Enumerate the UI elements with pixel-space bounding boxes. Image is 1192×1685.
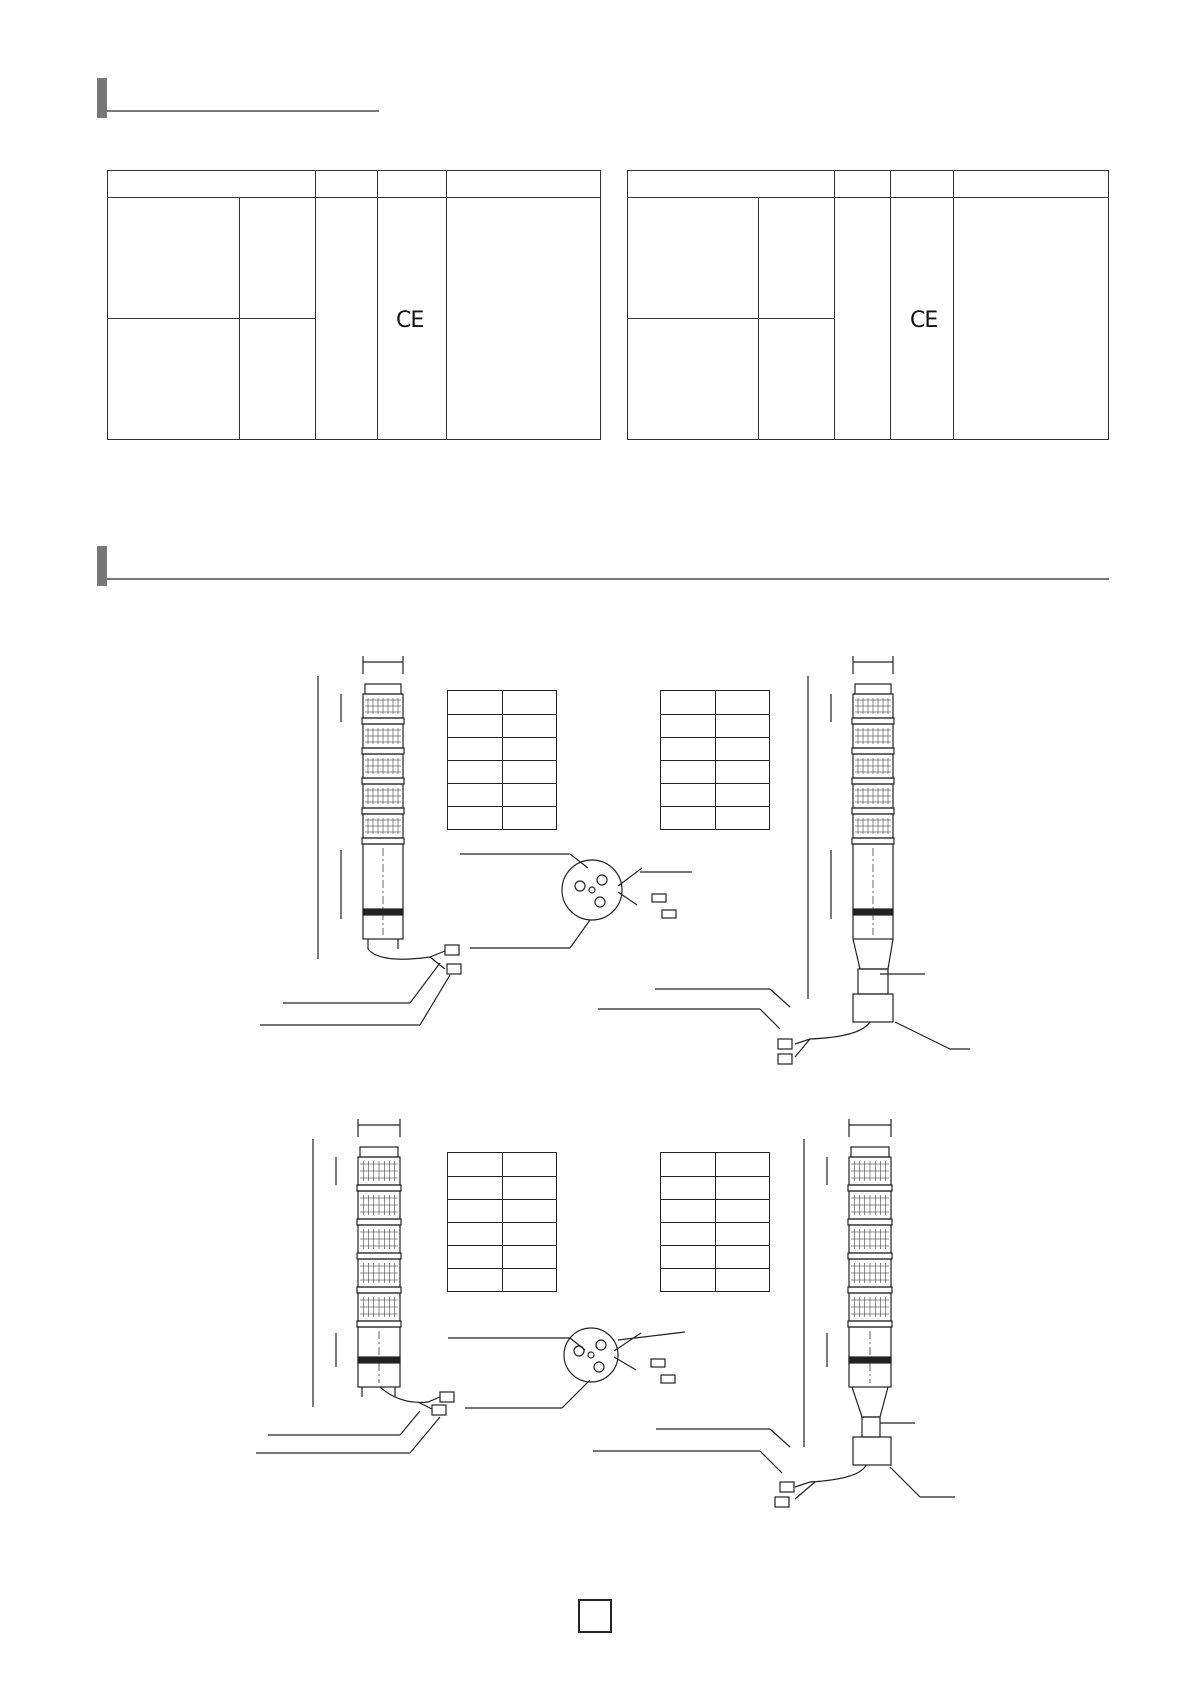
cable xyxy=(795,1022,870,1044)
mount-nut xyxy=(853,1437,891,1465)
lamp-cap xyxy=(851,1147,889,1157)
page-number-box xyxy=(578,1599,612,1633)
segment-ring xyxy=(362,778,404,784)
segment-ring xyxy=(357,1185,401,1191)
leader-line xyxy=(760,1009,780,1029)
connector-face xyxy=(562,860,622,920)
segment-ring xyxy=(357,1219,401,1225)
connector-plug xyxy=(778,1054,792,1064)
leader-line xyxy=(562,1380,590,1408)
mount-nut xyxy=(853,994,893,1022)
connector-plug xyxy=(652,894,666,902)
connector-plug xyxy=(780,1482,794,1492)
segment-ring xyxy=(357,1253,401,1259)
leader-line xyxy=(890,1467,920,1497)
connector-pin xyxy=(596,1340,606,1350)
segment-ring xyxy=(852,718,894,724)
segment-ring xyxy=(362,808,404,814)
segment-ring xyxy=(357,1287,401,1293)
connector-plug xyxy=(778,1039,792,1049)
leader-line xyxy=(410,963,440,1003)
cable xyxy=(618,868,642,886)
lamp-cap xyxy=(360,1147,398,1157)
leader-line xyxy=(410,1417,440,1453)
connector-face xyxy=(564,1328,618,1382)
cable xyxy=(368,949,445,959)
segment-ring xyxy=(848,1287,892,1293)
leader-line xyxy=(570,1338,585,1350)
ce-mark: CE xyxy=(910,308,938,333)
leader-line xyxy=(618,1332,685,1340)
connector-plug xyxy=(440,1392,454,1402)
connector-plug xyxy=(445,945,459,955)
segment-ring xyxy=(848,1219,892,1225)
mount-taper xyxy=(853,939,893,969)
connector-pin xyxy=(588,1352,594,1358)
lamp-cap xyxy=(365,684,401,694)
segment-ring xyxy=(848,1321,892,1327)
connector-plug xyxy=(651,1359,665,1367)
leader-line xyxy=(420,975,450,1025)
mount-taper xyxy=(852,1387,888,1417)
cable xyxy=(380,1387,440,1402)
connector-pin xyxy=(575,881,585,891)
pipe-neck xyxy=(862,1417,880,1437)
body-band xyxy=(849,1357,891,1363)
connector-pin xyxy=(594,1362,604,1372)
leader-line xyxy=(770,1429,790,1447)
connector-pin xyxy=(595,897,605,907)
leader-line xyxy=(570,920,590,948)
segment-ring xyxy=(852,748,894,754)
segment-ring xyxy=(848,1185,892,1191)
lamp-cap xyxy=(855,684,891,694)
leader-line xyxy=(760,1451,782,1473)
connector-plug xyxy=(447,964,461,974)
connector-plug xyxy=(661,1375,675,1383)
segment-ring xyxy=(362,748,404,754)
segment-ring xyxy=(362,718,404,724)
cable xyxy=(614,1333,641,1351)
segment-ring xyxy=(852,808,894,814)
cable xyxy=(795,1482,815,1499)
connector-plug xyxy=(662,910,676,918)
body-band xyxy=(363,909,403,915)
leader-line xyxy=(770,989,790,1007)
leader-line xyxy=(895,1022,950,1049)
segment-ring xyxy=(852,838,894,844)
connector-plug xyxy=(775,1497,789,1507)
segment-ring xyxy=(362,838,404,844)
body-band xyxy=(853,909,893,915)
segment-ring xyxy=(848,1253,892,1259)
cable xyxy=(795,1465,866,1487)
cable xyxy=(418,1402,432,1409)
ce-mark: CE xyxy=(396,308,424,333)
leader-line xyxy=(400,1411,420,1435)
body-band xyxy=(358,1357,400,1363)
cable xyxy=(614,1357,636,1370)
segment-ring xyxy=(357,1321,401,1327)
connector-pin xyxy=(589,887,595,893)
segment-ring xyxy=(852,778,894,784)
pipe-neck xyxy=(858,969,888,994)
connector-pin xyxy=(597,875,607,885)
connector-plug xyxy=(432,1405,446,1415)
